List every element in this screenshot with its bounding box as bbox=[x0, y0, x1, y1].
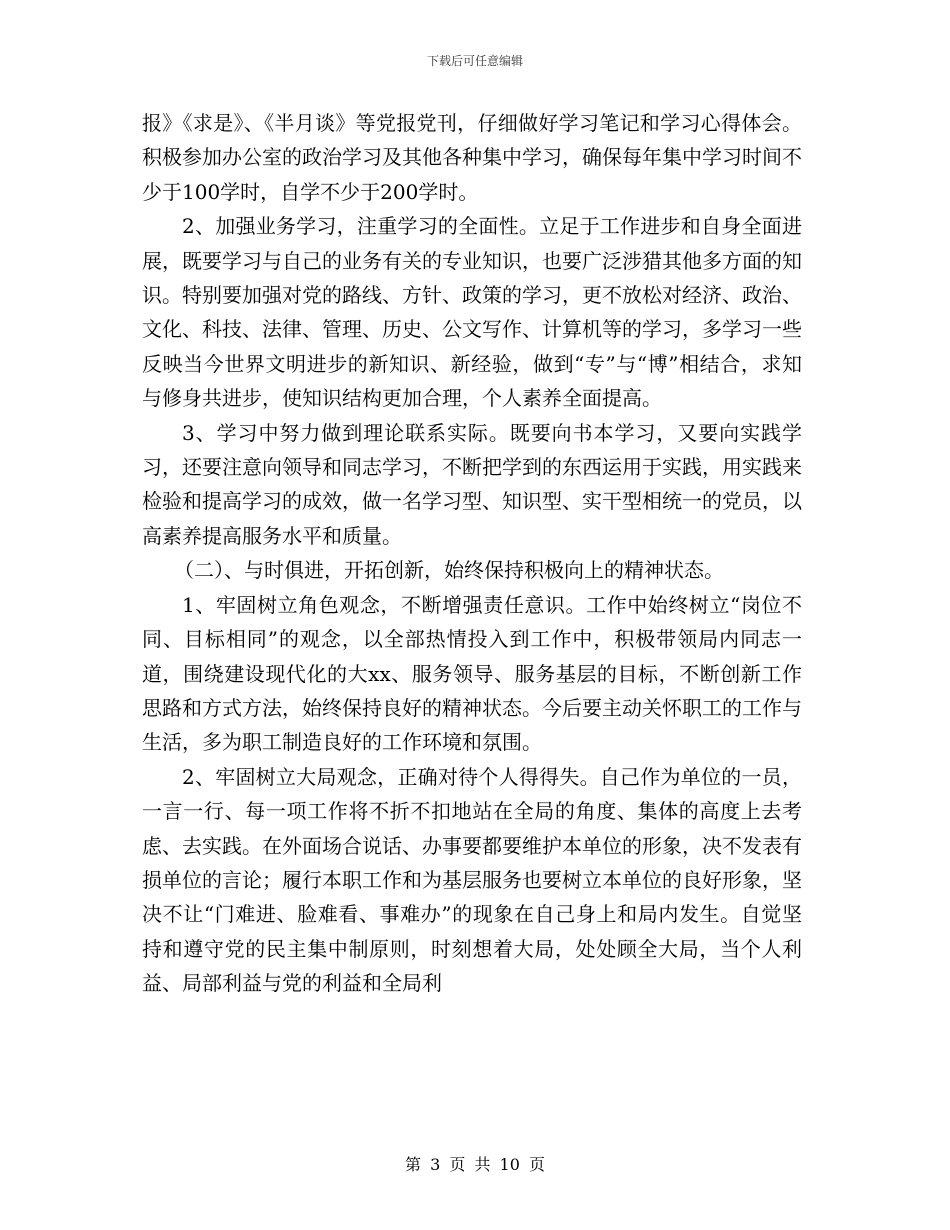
section-heading: （二）、与时俱进，开拓创新，始终保持积极向上的精神状态。 bbox=[174, 558, 724, 583]
paragraph-overall-view: 2、牢固树立大局观念，正确对待个人得得失。自己作为单位的一员，一言一行、每一项工作将不折不扣地站在全局的角度、集体的高度上去考虑、去实践。在外面场合说话、办事要都要维护本单位的形象，决不发表有损单位的言论；履行本职工作和为基层服务也要树立本单位的良好形象，坚决不让“门难进、脸难看、事难办”的现象在自己身上和局内发生。自觉坚持和遵守党的民主集中制原则，时刻想着大局，处处顾全大局，当个人利益、局部利益与党的利益和全局利 bbox=[142, 764, 802, 996]
paragraph-business-study: 2、加强业务学习，注重学习的全面性。立足于工作进步和自身全面进展，既要学习与自己的业务有关的专业知识，也要广泛涉猎其他多方面的知识。特别要加强对党的路线、方针、政策的学习，更不放松对经济、政治、文化、科技、法律、管理、历史、公文写作、计算机等的学习，多学习一些反映当今世界文明进步的新知识、新经验，做到“专”与“博”相结合，求知与修身共进步，使知识结构更加合理，个人素养全面提高。 bbox=[142, 214, 802, 411]
page-number-footer: 第 3 页 共 10 页 bbox=[405, 1155, 545, 1174]
paragraph-continuation: 报》《求是》、《半月谈》等党报党刊，仔细做好学习笔记和学习心得体会。积极参加办公室的政治学习及其他各种集中学习，确保每年集中学习时间不少于100学时，自学不少于200学时。 bbox=[142, 111, 802, 204]
paragraph-theory-practice: 3、学习中努力做到理论联系实际。既要向书本学习，又要向实践学习，还要注意向领导和同志学习，不断把学到的东西运用于实践，用实践来检验和提高学习的成效，做一名学习型、知识型、实干型相统一的党员，以高素养提高服务水平和质量。 bbox=[142, 420, 802, 548]
paragraph-role-awareness: 1、牢固树立角色观念，不断增强责任意识。工作中始终树立“岗位不同、目标相同”的观念，以全部热情投入到工作中，积极带领局内同志一道，围绕建设现代化的大xx、服务领导、服务基层的目标，不断创新工作思路和方式方法，始终保持良好的精神状态。今后要主动关怀职工的工作与生活，多为职工制造良好的工作环境和氛围。 bbox=[142, 592, 802, 755]
page-header: 下载后可任意编辑 bbox=[426, 54, 523, 68]
body-text bbox=[142, 106, 802, 1001]
